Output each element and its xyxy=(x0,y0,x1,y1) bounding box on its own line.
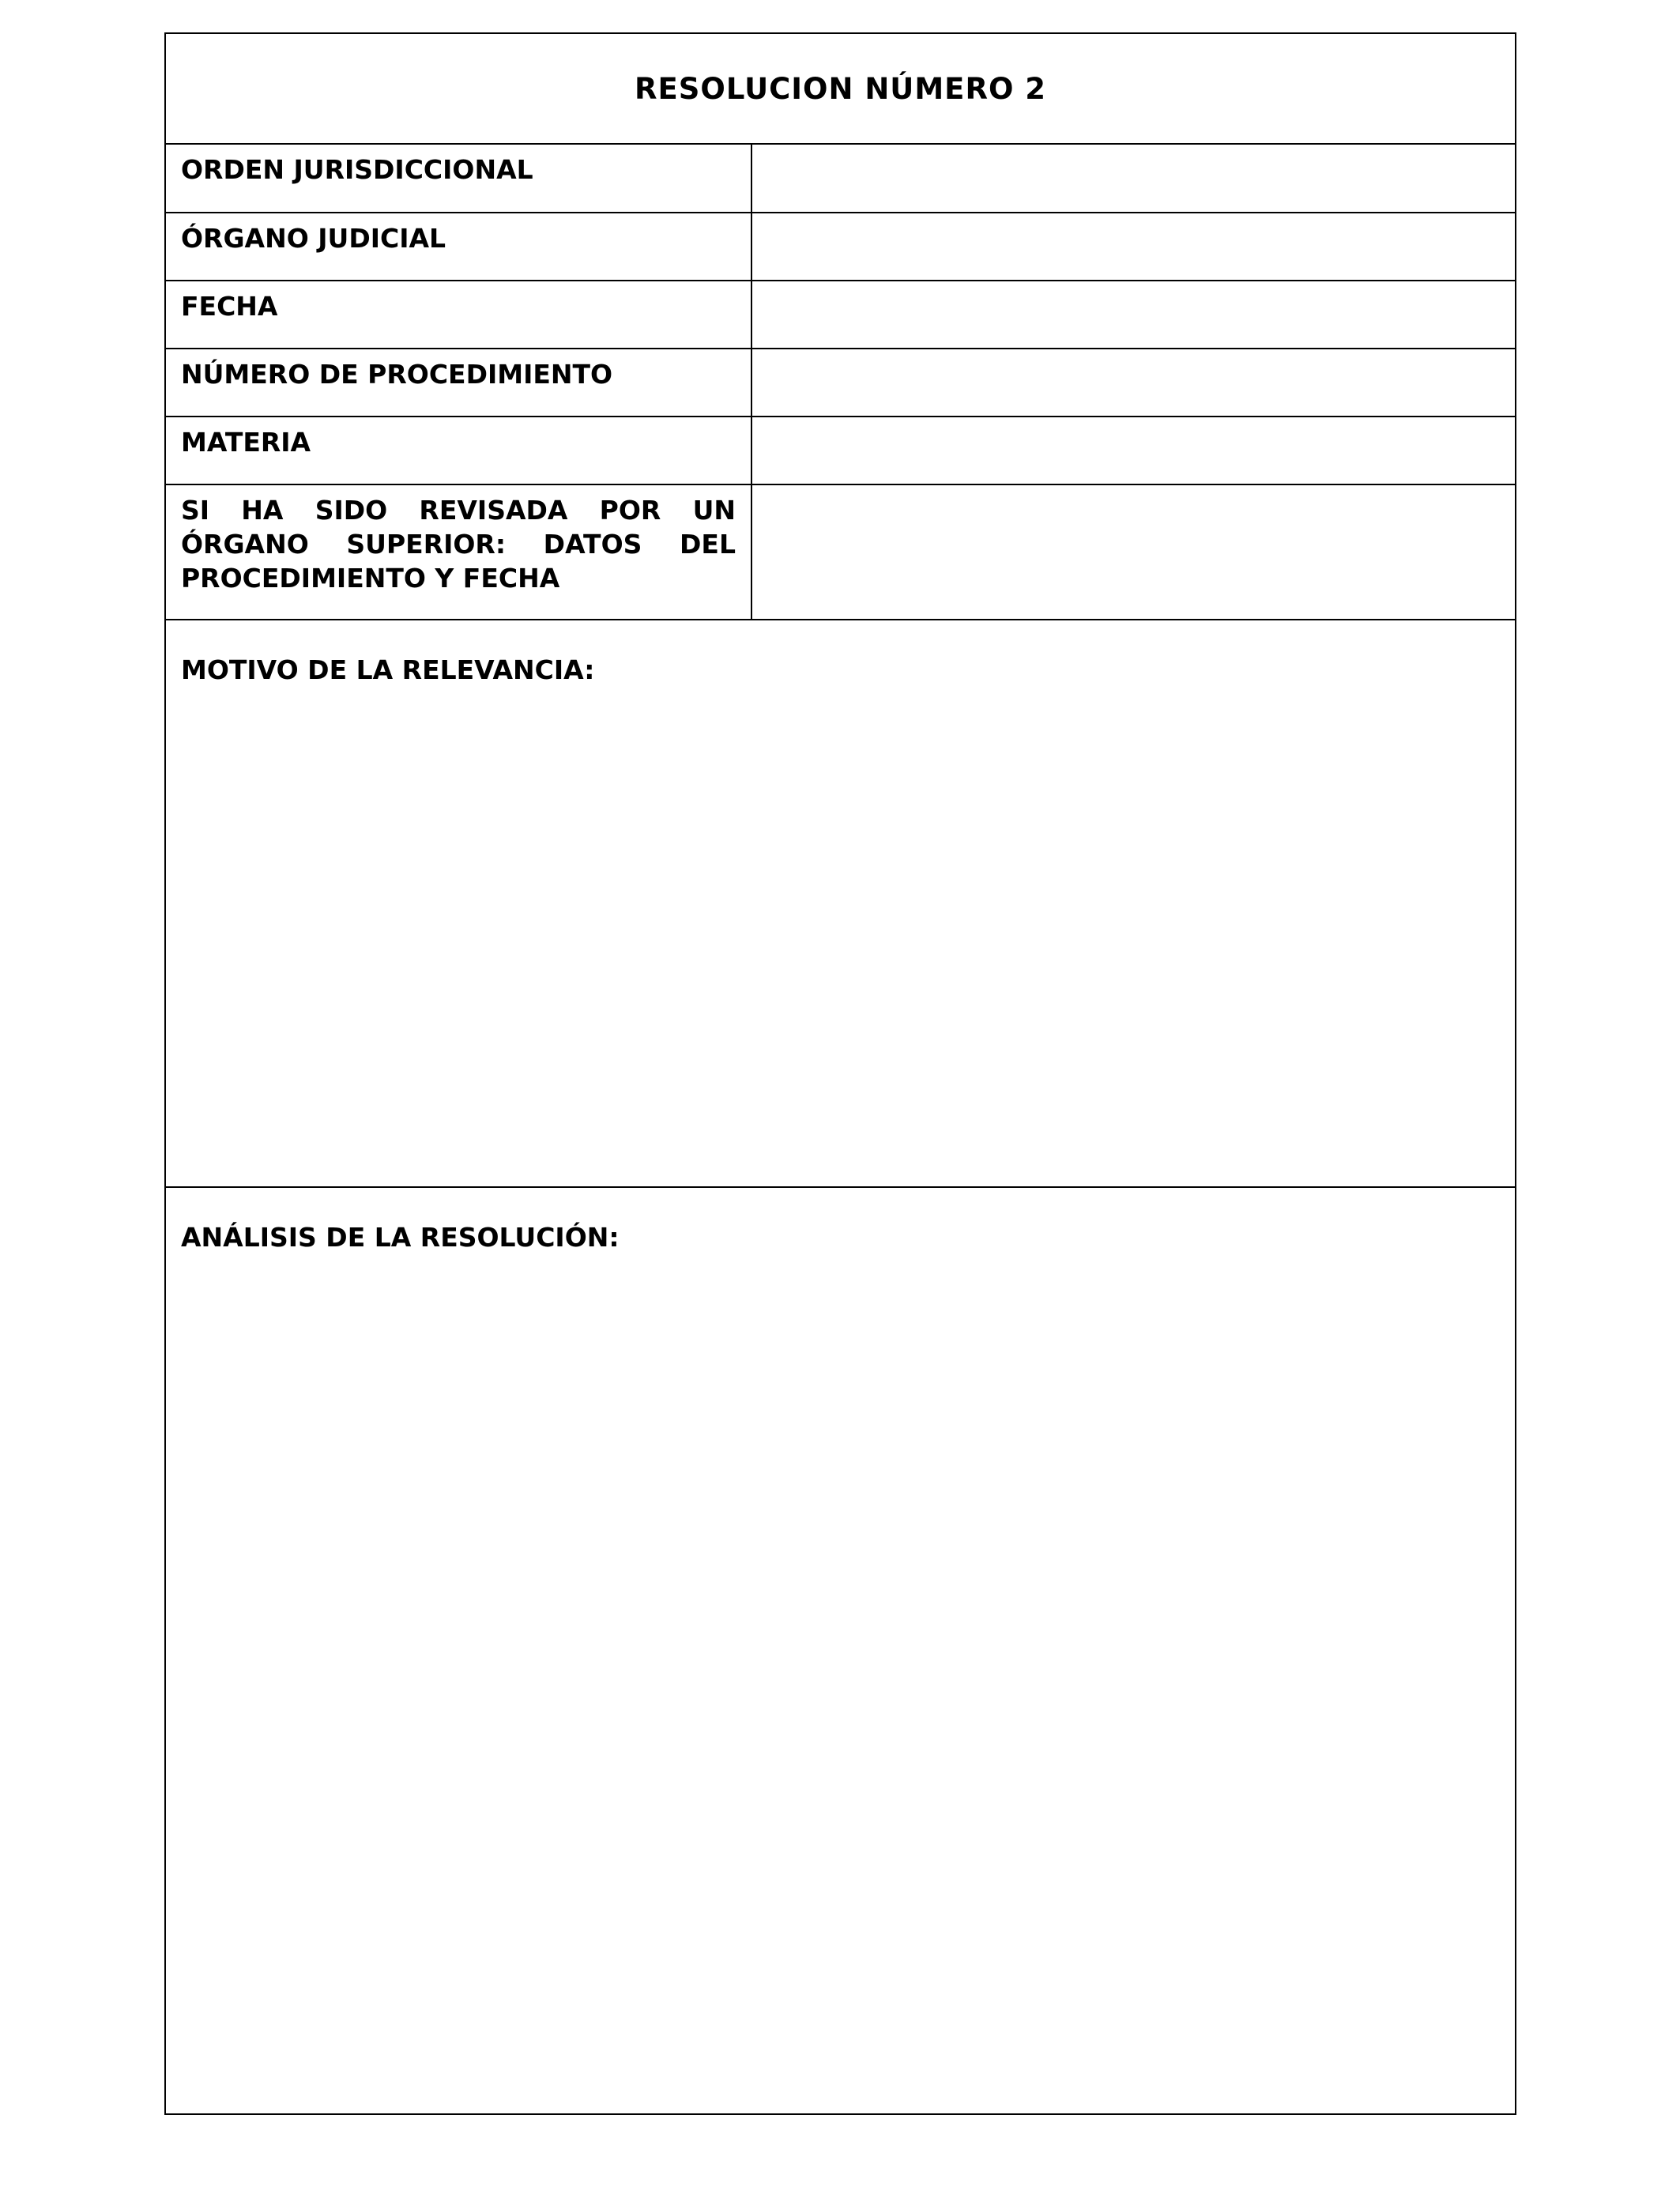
field-row-organo-judicial xyxy=(166,213,1515,281)
field-row-orden-jurisdiccional xyxy=(166,145,1515,213)
field-row-materia xyxy=(166,417,1515,485)
field-label-organo-judicial: ÓRGANO JUDICIAL xyxy=(166,213,752,280)
field-value-revision-superior[interactable] xyxy=(752,485,1515,619)
form-title-row xyxy=(166,34,1515,145)
field-label-revision-superior: SI HA SIDO REVISADA POR UN ÓRGANO SUPERIOR: DATOS DEL PROCEDIMIENTO Y FECHA xyxy=(166,485,752,619)
field-value-materia[interactable] xyxy=(752,417,1515,484)
section-analisis-resolucion xyxy=(166,1188,1515,2113)
field-label-fecha: FECHA xyxy=(166,281,752,348)
field-value-numero-procedimiento[interactable] xyxy=(752,349,1515,416)
section-body-analisis-resolucion[interactable] xyxy=(166,1267,1515,2113)
form-title: RESOLUCION NÚMERO 2 xyxy=(634,71,1047,106)
section-body-motivo-relevancia[interactable] xyxy=(166,699,1515,1186)
resolution-form xyxy=(164,32,1516,2115)
field-row-fecha xyxy=(166,281,1515,349)
field-label-orden-jurisdiccional: ORDEN JURISDICCIONAL xyxy=(166,145,752,212)
field-value-fecha[interactable] xyxy=(752,281,1515,348)
field-value-organo-judicial[interactable] xyxy=(752,213,1515,280)
section-label-motivo-relevancia: MOTIVO DE LA RELEVANCIA: xyxy=(181,654,595,685)
section-motivo-relevancia xyxy=(166,620,1515,1188)
field-label-materia: MATERIA xyxy=(166,417,752,484)
field-value-orden-jurisdiccional[interactable] xyxy=(752,145,1515,212)
field-label-numero-procedimiento: NÚMERO DE PROCEDIMIENTO xyxy=(166,349,752,416)
field-row-numero-procedimiento xyxy=(166,349,1515,417)
section-label-analisis-resolucion: ANÁLISIS DE LA RESOLUCIÓN: xyxy=(181,1222,620,1253)
field-row-revision-superior xyxy=(166,485,1515,620)
